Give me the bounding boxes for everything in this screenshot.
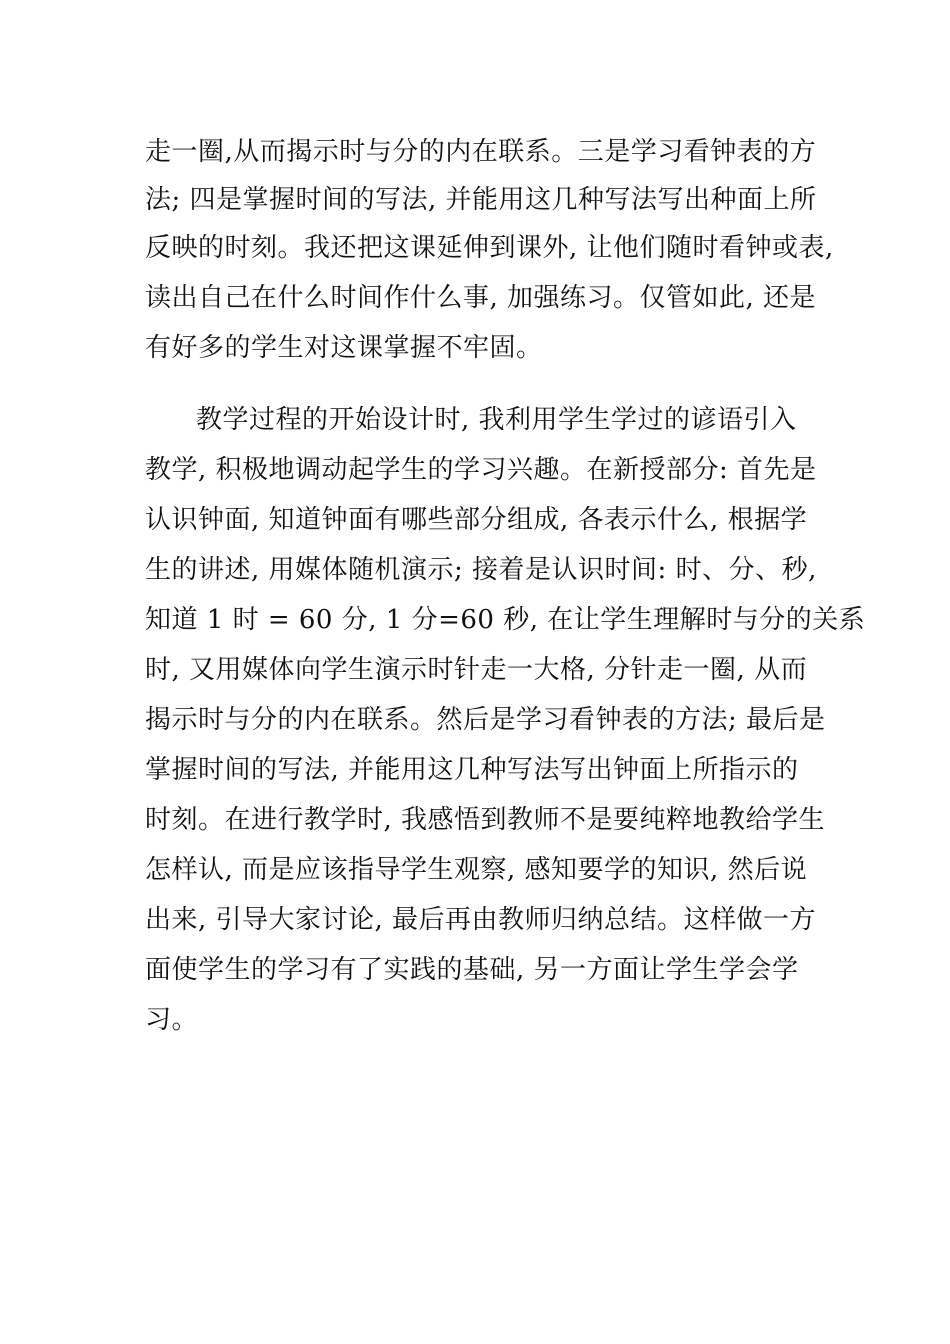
paragraph-line: 走一圈,从而揭示时与分的内在联系。三是学习看钟表的方 xyxy=(145,137,817,167)
paragraph-line: 出来, 引导大家讨论, 最后再由教师归纳总结。这样做一方 xyxy=(145,905,817,935)
paragraph-line: 读出自己在什么时间作什么事, 加强练习。仅管如此, 还是 xyxy=(145,283,817,313)
paragraph-line: 时, 又用媒体向学生演示时针走一大格, 分针走一圈, 从而 xyxy=(145,655,808,685)
paragraph-line: 怎样认, 而是应该指导学生观察, 感知要学的知识, 然后说 xyxy=(145,855,808,885)
paragraph-line: 认识钟面, 知道钟面有哪些部分组成, 各表示什么, 根据学 xyxy=(145,505,808,535)
paragraph-line: 习。 xyxy=(145,1005,199,1035)
paragraph-line: 教学过程的开始设计时, 我利用学生学过的谚语引入 xyxy=(196,405,797,435)
paragraph-line: 知道 1 时 = 60 分, 1 分=60 秒, 在让学生理解时与分的关系 xyxy=(145,605,866,635)
paragraph-line: 有好多的学生对这课掌握不牢固。 xyxy=(145,333,543,363)
paragraph-line: 反映的时刻。我还把这课延伸到课外, 让他们随时看钟或表, xyxy=(145,233,834,263)
paragraph-line: 揭示时与分的内在联系。然后是学习看钟表的方法; 最后是 xyxy=(145,705,826,735)
paragraph-line: 教学, 积极地调动起学生的学习兴趣。在新授部分: 首先是 xyxy=(145,455,817,485)
paragraph-line: 法; 四是掌握时间的写法, 并能用这几种写法写出种面上所 xyxy=(145,185,817,215)
paragraph-line: 面使学生的学习有了实践的基础, 另一方面让学生学会学 xyxy=(145,955,799,985)
paragraph-line: 时刻。在进行教学时, 我感悟到教师不是要纯粹地教给学生 xyxy=(145,805,826,835)
paragraph-line: 掌握时间的写法, 并能用这几种写法写出钟面上所指示的 xyxy=(145,755,799,785)
paragraph-line: 生的讲述, 用媒体随机演示; 接着是认识时间: 时、分、秒, xyxy=(145,555,817,585)
